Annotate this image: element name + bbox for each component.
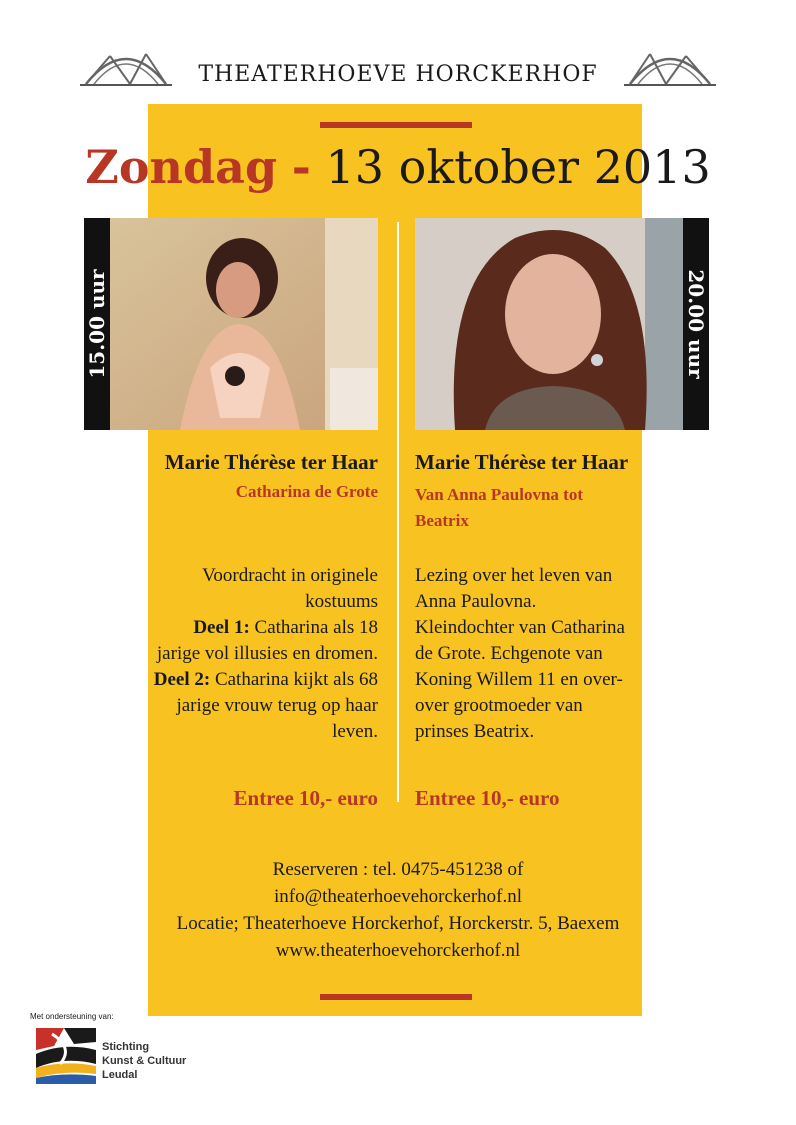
column-divider (397, 222, 399, 802)
top-accent-bar (320, 122, 472, 128)
arch-logo-left-icon (80, 40, 172, 88)
right-time: 20.00 uur (684, 269, 708, 379)
right-time-bar (683, 218, 709, 430)
right-subtitle-line: Beatrix (415, 511, 469, 530)
header (80, 40, 716, 90)
contact-phone: Reserveren : tel. 0475-451238 of (272, 859, 524, 880)
right-desc-line: over grootmoeder van (415, 695, 583, 716)
header-title: THEATERHOEVE HORCKERHOF (198, 62, 598, 87)
right-desc-line: prinses Beatrix. (415, 721, 535, 742)
sponsor-name (102, 1040, 186, 1082)
left-subtitle: Catharina de Grote (235, 482, 378, 501)
contact-website[interactable]: www.theaterhoevehorckerhof.nl (275, 940, 521, 961)
left-desc-line (78, 667, 378, 693)
right-desc-line: Kleindochter van Catharina (415, 617, 625, 638)
left-desc-line: kostuums (305, 591, 378, 612)
sponsor-label: Met ondersteuning van: (30, 1012, 114, 1021)
left-photo (110, 218, 378, 430)
right-desc-line: Koning Willem 11 en over- (415, 669, 623, 690)
contact-block (90, 856, 706, 964)
right-performer-name: Marie Thérèse ter Haar (415, 450, 629, 474)
right-subtitle (415, 482, 583, 534)
left-desc-line (78, 615, 378, 641)
contact-email[interactable]: info@theaterhoevehorckerhof.nl (273, 886, 523, 907)
deel2-text: Catharina kijkt als 68 (210, 669, 378, 690)
sponsor-name-line: Kunst & Cultuur (102, 1055, 187, 1067)
bottom-accent-bar (320, 994, 472, 1000)
sponsor-logo-icon (34, 1024, 98, 1086)
right-desc-line: Anna Paulovna. (415, 591, 537, 612)
right-desc-line: de Grote. Echgenote van (415, 643, 603, 664)
left-desc-line: Voordracht in originele (202, 565, 378, 586)
arch-logo-right-icon (624, 40, 716, 88)
left-desc-line: jarige vrouw terug op haar (176, 695, 378, 716)
date-day: Zondag (85, 140, 278, 194)
sponsor-name-line: Leudal (102, 1069, 138, 1081)
right-description (415, 563, 715, 745)
left-time-bar (84, 218, 110, 430)
right-entree: Entree 10,- euro (415, 786, 560, 810)
left-performer-name: Marie Thérèse ter Haar (164, 450, 378, 474)
left-desc-line: jarige vol illusies en dromen. (156, 643, 378, 664)
left-time: 15.00 uur (85, 269, 109, 379)
left-desc-line: leven. (332, 721, 378, 742)
left-entree: Entree 10,- euro (233, 786, 378, 810)
deel1-text: Catharina als 18 (249, 617, 378, 638)
event-date (0, 140, 796, 194)
date-rest: 13 oktober 2013 (325, 140, 711, 194)
date-dash: - (291, 140, 311, 194)
left-description (78, 563, 378, 745)
deel2-label: Deel 2: (153, 669, 211, 690)
right-photo (415, 218, 683, 430)
right-desc-line: Lezing over het leven van (415, 565, 613, 586)
sponsor-name-line: Stichting (102, 1041, 150, 1053)
contact-location: Locatie; Theaterhoeve Horckerhof, Horckerstr. 5, Baexem (176, 913, 620, 934)
right-subtitle-line: Van Anna Paulovna tot (415, 485, 584, 504)
deel1-label: Deel 1: (193, 617, 250, 638)
